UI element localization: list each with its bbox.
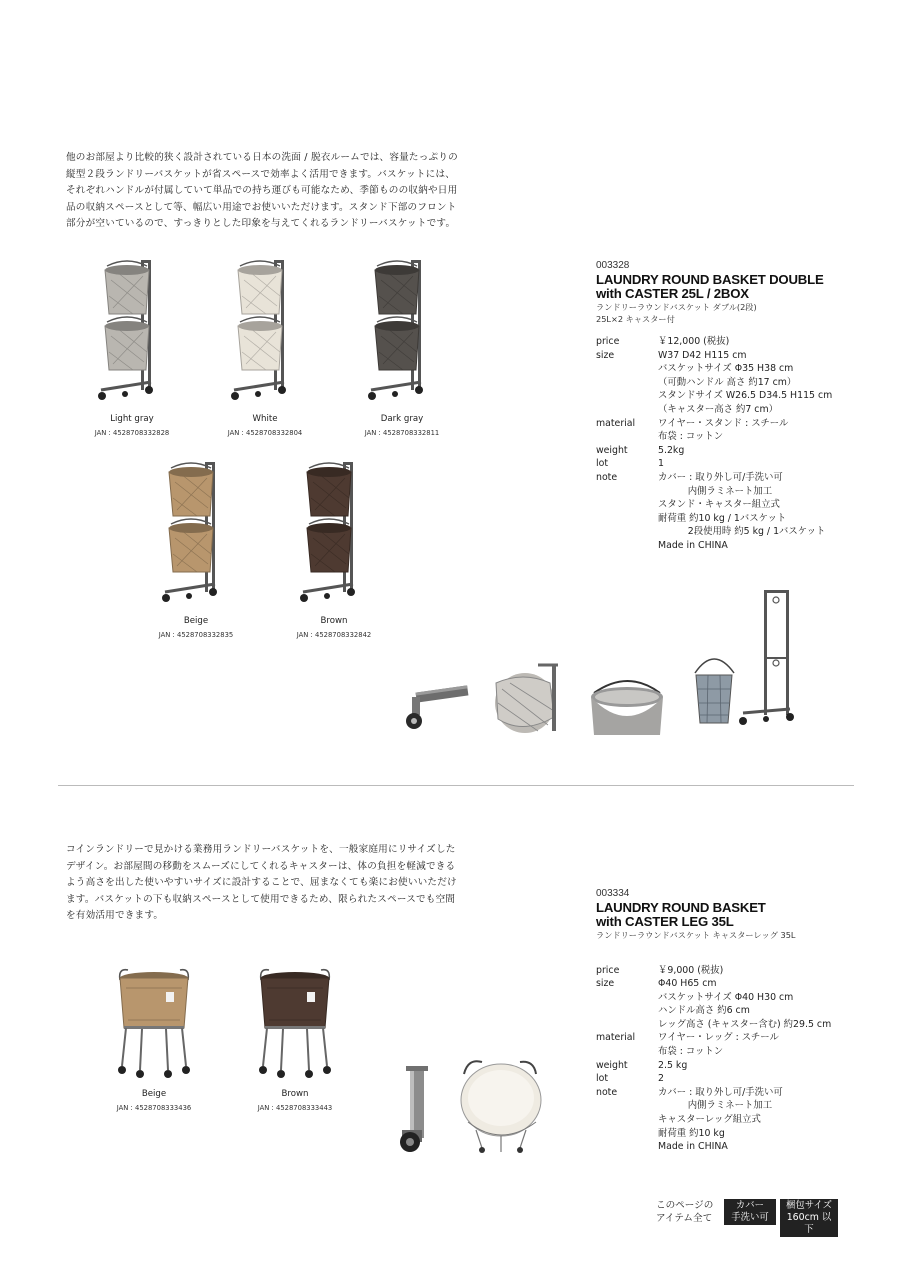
variant-name: Dark gray — [380, 414, 424, 424]
variant-name: Brown — [281, 1089, 309, 1099]
spec-value: ハンドル高さ 約6 cm — [658, 1005, 750, 1017]
variant-name: Beige — [141, 1089, 167, 1099]
spec-value: Φ40 H65 cm — [658, 978, 717, 990]
variant-jan-code: JAN : 4528708332835 — [158, 631, 234, 639]
variant-name: Brown — [320, 616, 348, 626]
product-code: 003334 — [596, 888, 630, 899]
caster-detail-photo — [406, 685, 468, 729]
variant-white — [215, 256, 315, 437]
variant-brown — [284, 458, 384, 639]
product-specs — [596, 335, 876, 553]
variant-name: White — [252, 414, 278, 424]
washable-cover-badge — [724, 1199, 776, 1225]
product-specs — [596, 964, 876, 1154]
detail-photo-strip — [398, 585, 818, 735]
spec-row-weight — [596, 444, 876, 458]
spec-key: lot — [596, 1073, 609, 1085]
spec-key: note — [596, 1086, 618, 1098]
product-image — [82, 256, 182, 410]
section-divider — [58, 785, 854, 786]
footer-label-line: このページの — [656, 1200, 714, 1211]
product-title-line: LAUNDRY ROUND BASKET DOUBLE — [596, 272, 824, 287]
description-line: 縦型２段ランドリーバスケットが省スペースで効率よく活用できます。バスケットには、 — [66, 168, 456, 180]
variant-dark-gray — [352, 256, 452, 437]
spec-value: （可動ハンドル 高さ 約17 cm） — [658, 376, 797, 388]
spec-key: note — [596, 471, 618, 483]
spec-value: スタンド・キャスター組立式 — [658, 499, 780, 511]
basket-handle-detail-photo — [591, 681, 663, 735]
basket-top-detail-photo — [461, 1061, 541, 1153]
badge-line: カバー — [735, 1200, 765, 1211]
variant-jan-code: JAN : 4528708332828 — [94, 429, 170, 437]
spec-row-lot — [596, 1072, 876, 1086]
product-image — [104, 966, 204, 1085]
description-line: 他のお部屋より比較的狭く設計されている日本の洗面 / 脱衣ルームでは、容量たっぷりの — [66, 152, 458, 163]
product2-description — [66, 842, 457, 925]
caster-leg-detail-photo — [400, 1066, 428, 1152]
spec-key: weight — [596, 1059, 628, 1071]
detail-photo-strip — [396, 1052, 556, 1162]
description-line: コインランドリーで見かける業務用ランドリーバスケットを、一般家庭用にリサイズした — [66, 844, 456, 855]
package-size-badge — [780, 1199, 838, 1237]
spec-value: 2 — [658, 1073, 664, 1085]
product1-info — [596, 260, 876, 553]
spec-row-size — [596, 349, 876, 417]
spec-value: 耐荷重 約10 kg — [658, 1127, 725, 1139]
product-image — [146, 458, 246, 612]
spec-value: スタンドサイズ W26.5 D34.5 H115 cm — [658, 390, 833, 402]
spec-row-price — [596, 335, 876, 349]
product-title-line: LAUNDRY ROUND BASKET — [596, 900, 766, 915]
spec-values — [658, 471, 825, 553]
product-title-line: with CASTER 25L / 2BOX — [596, 286, 749, 301]
product-code: 003328 — [596, 260, 630, 271]
spec-key: price — [596, 336, 620, 347]
variant-jan-code: JAN : 4528708332842 — [296, 631, 372, 639]
product-subtitle — [596, 302, 876, 325]
variant-name: Beige — [183, 616, 209, 626]
spec-values — [658, 1031, 779, 1058]
spec-values — [658, 417, 788, 444]
spec-value: Made in CHINA — [658, 539, 728, 551]
spec-row-note — [596, 471, 876, 553]
spec-key: lot — [596, 458, 609, 470]
spec-row-note — [596, 1086, 876, 1154]
spec-values — [658, 349, 832, 417]
description-line: それぞれハンドルが付属していて単品での持ち運びも可能なため、季節ものの収納や日用 — [66, 185, 458, 196]
variant-name: Light gray — [110, 414, 154, 424]
single-basket-photo — [695, 659, 734, 723]
spec-row-lot — [596, 457, 876, 471]
variant-jan-code: JAN : 4528708332804 — [227, 429, 303, 437]
spec-value: カバー : 取り外し可/手洗い可 — [658, 471, 783, 483]
spec-value: 布袋 : コットン — [658, 431, 724, 443]
spec-value: 布袋 : コットン — [658, 1046, 724, 1058]
description-line: デザイン。お部屋間の移動をスムーズにしてくれるキャスターは、体の負担を軽減できる — [66, 860, 456, 872]
spec-key: size — [596, 349, 615, 361]
product-image — [215, 256, 315, 410]
description-line: よう高さを出した使いやすいサイズに設計することで、屈まなくても楽にお使いいただけ — [66, 877, 457, 888]
spec-values — [658, 1059, 687, 1073]
spec-row-material — [596, 1031, 876, 1058]
product-title — [596, 273, 876, 301]
spec-key: material — [596, 1032, 636, 1044]
product1-detail-photos — [398, 585, 818, 735]
spec-value: （キャスター高さ 約7 cm） — [658, 403, 778, 415]
variant-jan-code: JAN : 4528708333443 — [257, 1104, 333, 1112]
spec-value: カバー : 取り外し可/手洗い可 — [658, 1086, 783, 1098]
spec-row-size — [596, 977, 876, 1031]
spec-value: 5.2kg — [658, 444, 685, 456]
spec-value: 1 — [658, 458, 664, 470]
description-line: 部分が空いているので、すっきりとした印象を与えてくれるランドリーバスケットです。 — [66, 218, 456, 229]
spec-value: バスケットサイズ Φ40 H30 cm — [658, 991, 794, 1003]
spec-key: price — [596, 964, 620, 976]
spec-value: ワイヤー・レッグ : スチール — [658, 1032, 779, 1044]
spec-row-material — [596, 417, 876, 444]
variant-beige — [146, 458, 246, 639]
spec-value: レッグ高さ (キャスター含む) 約29.5 cm — [658, 1018, 832, 1030]
product-image — [284, 458, 384, 612]
stand-frame-photo — [739, 590, 794, 725]
spec-value: W37 D42 H115 cm — [658, 349, 747, 361]
product-image — [352, 256, 452, 410]
badge-line: 手洗い可 — [731, 1212, 769, 1223]
product-title-line: with CASTER LEG 35L — [596, 914, 734, 929]
spec-value: ￥9,000 (税抜) — [658, 964, 724, 976]
product2-info — [596, 888, 876, 1154]
spec-value: ワイヤー・スタンド : スチール — [658, 417, 789, 429]
spec-value: 2.5 kg — [658, 1059, 688, 1071]
spec-value: キャスターレッグ組立式 — [658, 1114, 761, 1126]
spec-values — [658, 1086, 783, 1154]
variant-beige — [104, 966, 204, 1112]
product-title — [596, 901, 876, 929]
spec-values — [658, 1072, 664, 1086]
spec-row-weight — [596, 1059, 876, 1073]
spec-values — [658, 977, 831, 1031]
spec-values — [658, 457, 664, 471]
variant-light-gray — [82, 256, 182, 437]
spec-values — [658, 335, 729, 349]
spec-key: size — [596, 978, 615, 990]
spec-value: 2段使用時 約5 kg / 1バスケット — [658, 526, 826, 538]
spec-value: 耐荷重 約10 kg / 1バスケット — [658, 512, 787, 524]
product-subtitle-line: ランドリーラウンドバスケット キャスターレッグ 35L — [596, 930, 796, 940]
product2-detail-photos — [396, 1052, 556, 1162]
spec-values — [658, 444, 684, 458]
variant-jan-code: JAN : 4528708332811 — [364, 429, 440, 437]
description-line: を有効活用できます。 — [66, 910, 164, 921]
footer-label-line: アイテム全て — [656, 1212, 713, 1224]
product1-description — [66, 150, 458, 233]
spec-value: 内側ラミネート加工 — [658, 485, 773, 497]
spec-key: material — [596, 417, 636, 429]
product-subtitle-line: 25L×2 キャスター付 — [596, 313, 675, 324]
variant-jan-code: JAN : 4528708333436 — [116, 1104, 192, 1112]
spec-value: バスケットサイズ Φ35 H38 cm — [658, 363, 794, 375]
product-subtitle-line: ランドリーラウンドバスケット ダブル(2段) — [596, 302, 757, 312]
badge-line: 梱包サイズ — [785, 1200, 833, 1211]
basket-fabric-detail-photo — [495, 665, 558, 733]
description-line: ます。バスケットの下も収納スペースとして使用できるため、限られたスペースでも空間 — [66, 893, 456, 905]
description-line: 品の収納スペースとして等、幅広い用途でお使いいただけます。スタンド下部のフロント — [66, 201, 457, 213]
spec-value: ￥12,000 (税抜) — [658, 336, 730, 347]
footer-label — [656, 1200, 713, 1225]
spec-row-price — [596, 964, 876, 978]
spec-values — [658, 964, 723, 978]
variant-brown — [245, 966, 345, 1112]
badge-line: 160cm 以下 — [786, 1212, 832, 1235]
spec-value: Made in CHINA — [658, 1141, 728, 1153]
product-subtitle — [596, 930, 876, 942]
spec-key: weight — [596, 444, 628, 456]
spec-value: 内側ラミネート加工 — [658, 1100, 773, 1112]
product-image — [245, 966, 345, 1085]
